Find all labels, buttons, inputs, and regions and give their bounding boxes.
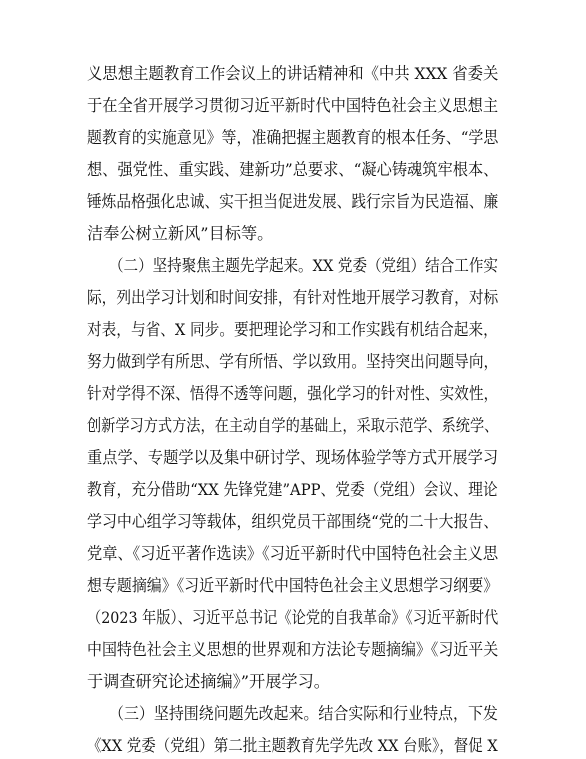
text-line: 义思想主题教育工作会议上的讲话精神和《中共 XXX 省委关 bbox=[87, 64, 499, 83]
text-line: 锤炼品格强化忠诚、实干担当促进发展、践行宗旨为民造福、廉 bbox=[87, 192, 499, 211]
text-line: 想、强党性、重实践、建新功”总要求、“凝心铸魂筑牢根本、 bbox=[87, 160, 499, 179]
text-line: 中国特色社会主义思想的世界观和方法论专题摘编》《习近平关 bbox=[87, 640, 499, 659]
text-line: 努力做到学有所思、学有所悟、学以致用。坚持突出问题导向， bbox=[87, 352, 499, 371]
section-heading-line: （二）坚持聚焦主题先学起来。XX 党委（党组）结合工作实 bbox=[109, 256, 498, 275]
text-line: 于在全省开展学习贯彻习近平新时代中国特色社会主义思想主 bbox=[87, 96, 499, 115]
text-line: 洁奉公树立新风”目标等。 bbox=[87, 224, 274, 243]
section-heading-line: （三）坚持围绕问题先改起来。结合实际和行业特点，下发 bbox=[109, 704, 498, 723]
text-line: 于调查研究论述摘编》”开展学习。 bbox=[87, 672, 330, 691]
text-line: （2023 年版）、习近平总书记《论党的自我革命》《习近平新时代 bbox=[87, 608, 499, 627]
text-line: 对表，与省、X 同步。要把理论学习和工作实践有机结合起来， bbox=[87, 320, 498, 339]
text-line: 创新学习方式方法，在主动自学的基础上，采取示范学、系统学、 bbox=[87, 416, 499, 435]
text-line: 学习中心组学习等载体，组织党员干部围绕“党的二十大报告、 bbox=[87, 512, 499, 531]
text-line: 《XX 党委（党组）第二批主题教育先学先改 XX 台账》，督促 X bbox=[87, 736, 498, 755]
text-line: 题教育的实施意见》等，准确把握主题教育的根本任务、“学思 bbox=[87, 128, 499, 147]
text-line: 想专题摘编》《习近平新时代中国特色社会主义思想学习纲要》 bbox=[87, 576, 499, 595]
text-line: 重点学、专题学以及集中研讨学、现场体验学等方式开展学习 bbox=[87, 448, 499, 467]
text-line: 针对学得不深、悟得不透等问题，强化学习的针对性、实效性， bbox=[87, 384, 499, 403]
text-line: 际，列出学习计划和时间安排，有针对性地开展学习教育，对标 bbox=[87, 288, 499, 307]
text-line: 党章、《习近平著作选读》《习近平新时代中国特色社会主义思 bbox=[87, 544, 499, 563]
text-line: 教育，充分借助“XX 先锋党建”APP、党委（党组）会议、理论 bbox=[87, 480, 498, 499]
